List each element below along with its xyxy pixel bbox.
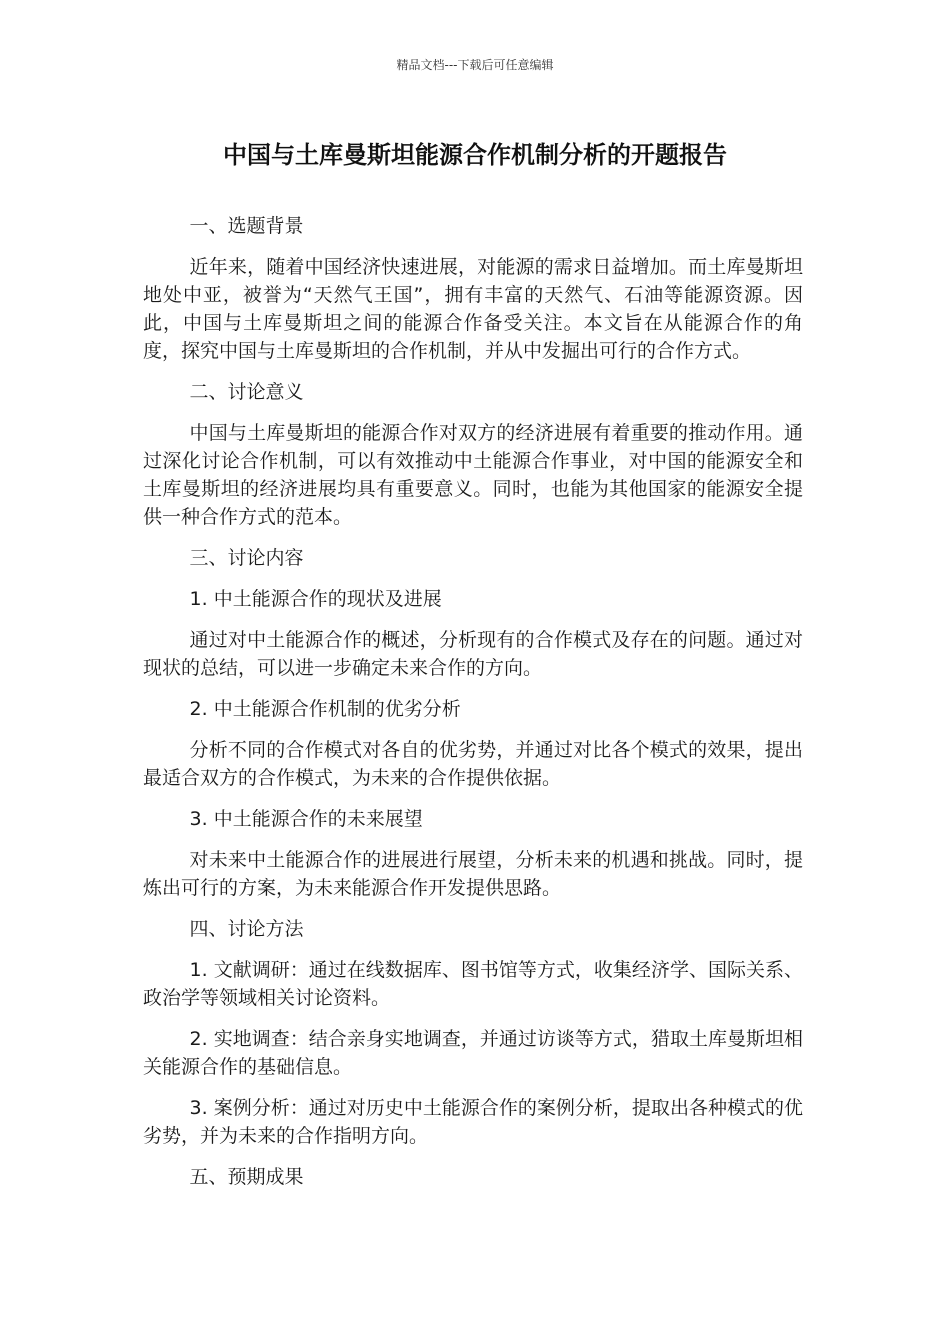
subheading-outlook: 3. 中土能源合作的未来展望 bbox=[189, 808, 423, 830]
section-heading-content: 三、讨论内容 bbox=[189, 547, 304, 569]
section-heading-background: 一、选题背景 bbox=[189, 215, 304, 237]
section-heading-methods: 四、讨论方法 bbox=[189, 918, 304, 940]
paragraph-status: 通过对中土能源合作的概述，分析现有的合作模式及存在的问题。通过对现状的总结，可以进一步确定未来合作的方向。 bbox=[143, 629, 803, 679]
paragraph-outlook: 对未来中土能源合作的进展进行展望，分析未来的机遇和挑战。同时，提炼出可行的方案，为未来能源合作开发提供思路。 bbox=[143, 849, 803, 899]
section-heading-expected-results: 五、预期成果 bbox=[189, 1166, 304, 1188]
subheading-status: 1. 中土能源合作的现状及进展 bbox=[189, 588, 442, 610]
method-field-survey: 2. 实地调查：结合亲身实地调查，并通过访谈等方式，猎取土库曼斯坦相关能源合作的基础信息。 bbox=[143, 1028, 803, 1078]
subheading-analysis: 2. 中土能源合作机制的优劣分析 bbox=[189, 698, 461, 720]
section-paragraph-significance: 中国与土库曼斯坦的能源合作对双方的经济进展有着重要的推动作用。通过深化讨论合作机制，可以有效推动中土能源合作事业，对中国的能源安全和土库曼斯坦的经济进展均具有重要意义。同时，也能为其他国家的能源安全提供一种合作方式的范本。 bbox=[143, 422, 803, 528]
section-heading-significance: 二、讨论意义 bbox=[189, 381, 304, 403]
method-literature-review: 1. 文献调研：通过在线数据库、图书馆等方式，收集经济学、国际关系、政治学等领域相关讨论资料。 bbox=[143, 959, 803, 1009]
document-title: 中国与土库曼斯坦能源合作机制分析的开题报告 bbox=[223, 141, 727, 169]
document-body bbox=[143, 212, 803, 1204]
paragraph-analysis: 分析不同的合作模式对各自的优劣势，并通过对比各个模式的效果，提出最适合双方的合作模式，为未来的合作提供依据。 bbox=[143, 739, 803, 789]
section-paragraph-background: 近年来，随着中国经济快速进展，对能源的需求日益增加。而土库曼斯坦地处中亚，被誉为“天然气王国”，拥有丰富的天然气、石油等能源资源。因此，中国与土库曼斯坦之间的能源合作备受关注。本文旨在从能源合作的角度，探究中国与土库曼斯坦的合作机制，并从中发掘出可行的合作方式。 bbox=[143, 256, 803, 362]
page-header-watermark: 精品文档---下载后可任意编辑 bbox=[396, 58, 554, 72]
method-case-analysis: 3. 案例分析：通过对历史中土能源合作的案例分析，提取出各种模式的优劣势，并为未来的合作指明方向。 bbox=[143, 1097, 803, 1147]
